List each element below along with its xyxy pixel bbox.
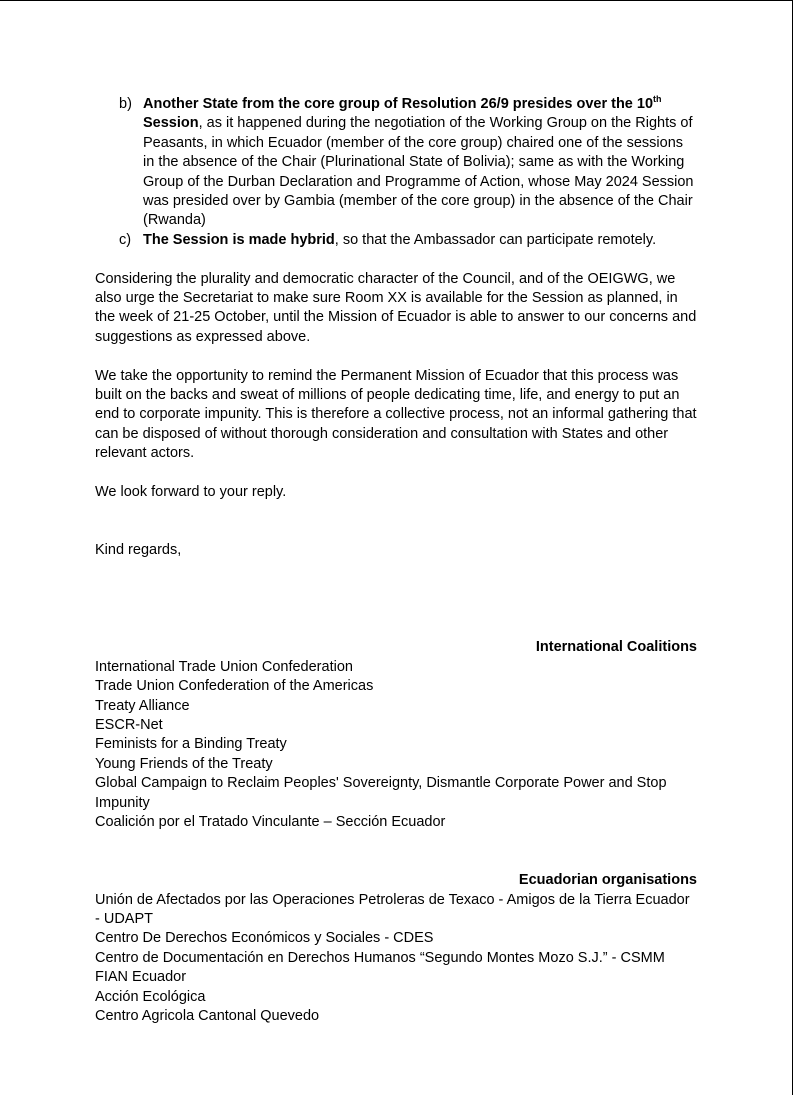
ecuadorian-org-list [95, 891, 697, 1027]
list-item-bold-tail: Session [143, 115, 199, 132]
list-item: ESCR-Net [95, 716, 163, 733]
list-marker: c) [119, 231, 132, 248]
paragraph-reply: We look forward to your reply. [95, 484, 287, 501]
international-coalitions-heading: International Coalitions [535, 639, 697, 656]
list-item: Centro de Documentación en Derechos Humanos “Segundo Montes Mozo S.J.” - CSMM [95, 949, 665, 966]
paragraph-reminder: We take the opportunity to remind the Permanent Mission of Ecuador that this process was built on the backs and sweat of millions of people dedicating time, life, and energy to put an end to corporate impunity. This is therefore a collective process, not an informal gathering that can be disposed of without thorough consideration and consultation with States and other relevant actors. [95, 367, 697, 462]
list-item: Trade Union Confederation of the Americas [95, 678, 374, 695]
international-org-list [95, 658, 697, 833]
list-item-bold-text: The Session is made hybrid [143, 231, 335, 248]
list-item: Treaty Alliance [95, 697, 190, 714]
list-item-b [95, 95, 697, 231]
closing-salutation: Kind regards, [95, 542, 182, 559]
list-item: Centro Agricola Cantonal Quevedo [95, 1007, 320, 1024]
proposal-list [95, 95, 697, 250]
list-item-text: , as it happened during the negotiation of the Working Group on the Rights of Peasants, in which Ecuador (member of the core group) chaired one of the sessions in the absence of the Chair (Plurinational State of Bolivia); same as with the Working Group of the Durban Declaration and Programme of Action, whose May 2024 Session was presided over by Gambia (member of the core group) in the absence of the Chair (Rwanda) [143, 115, 694, 229]
list-item: Centro De Derechos Económicos y Sociales - CDES [95, 930, 434, 947]
document-body [95, 95, 697, 1026]
list-item: FIAN Ecuador [95, 969, 187, 986]
list-item-bold-text: Another State from the core group of Resolution 26/9 presides over the 10 [143, 96, 654, 112]
paragraph-room-availability: Considering the plurality and democratic character of the Council, and of the OEIGWG, we also urge the Secretariat to make sure Room XX is available for the Session as planned, in the week of 21-25 October, until the Mission of Ecuador is able to answer to our concerns and suggestions as expressed above. [95, 270, 697, 345]
list-item: Young Friends of the Treaty [95, 755, 273, 772]
list-item-text: , so that the Ambassador can participate remotely. [334, 231, 657, 248]
list-item-c [95, 231, 697, 250]
ecuadorian-organisations-heading: Ecuadorian organisations [518, 872, 697, 889]
list-item: International Trade Union Confederation [95, 658, 353, 675]
list-item: Acción Ecológica [95, 988, 206, 1005]
list-item: Coalición por el Tratado Vinculante – Sección Ecuador [95, 813, 446, 830]
list-item: Global Campaign to Reclaim Peoples' Sovereignty, Dismantle Corporate Power and Stop Impunity [95, 775, 667, 811]
superscript-th: th [653, 94, 662, 105]
list-marker: b) [119, 96, 132, 112]
list-item: Feminists for a Binding Treaty [95, 736, 287, 753]
list-item: Unión de Afectados por las Operaciones Petroleras de Texaco - Amigos de la Tierra Ecuador - UDAPT [95, 891, 690, 927]
